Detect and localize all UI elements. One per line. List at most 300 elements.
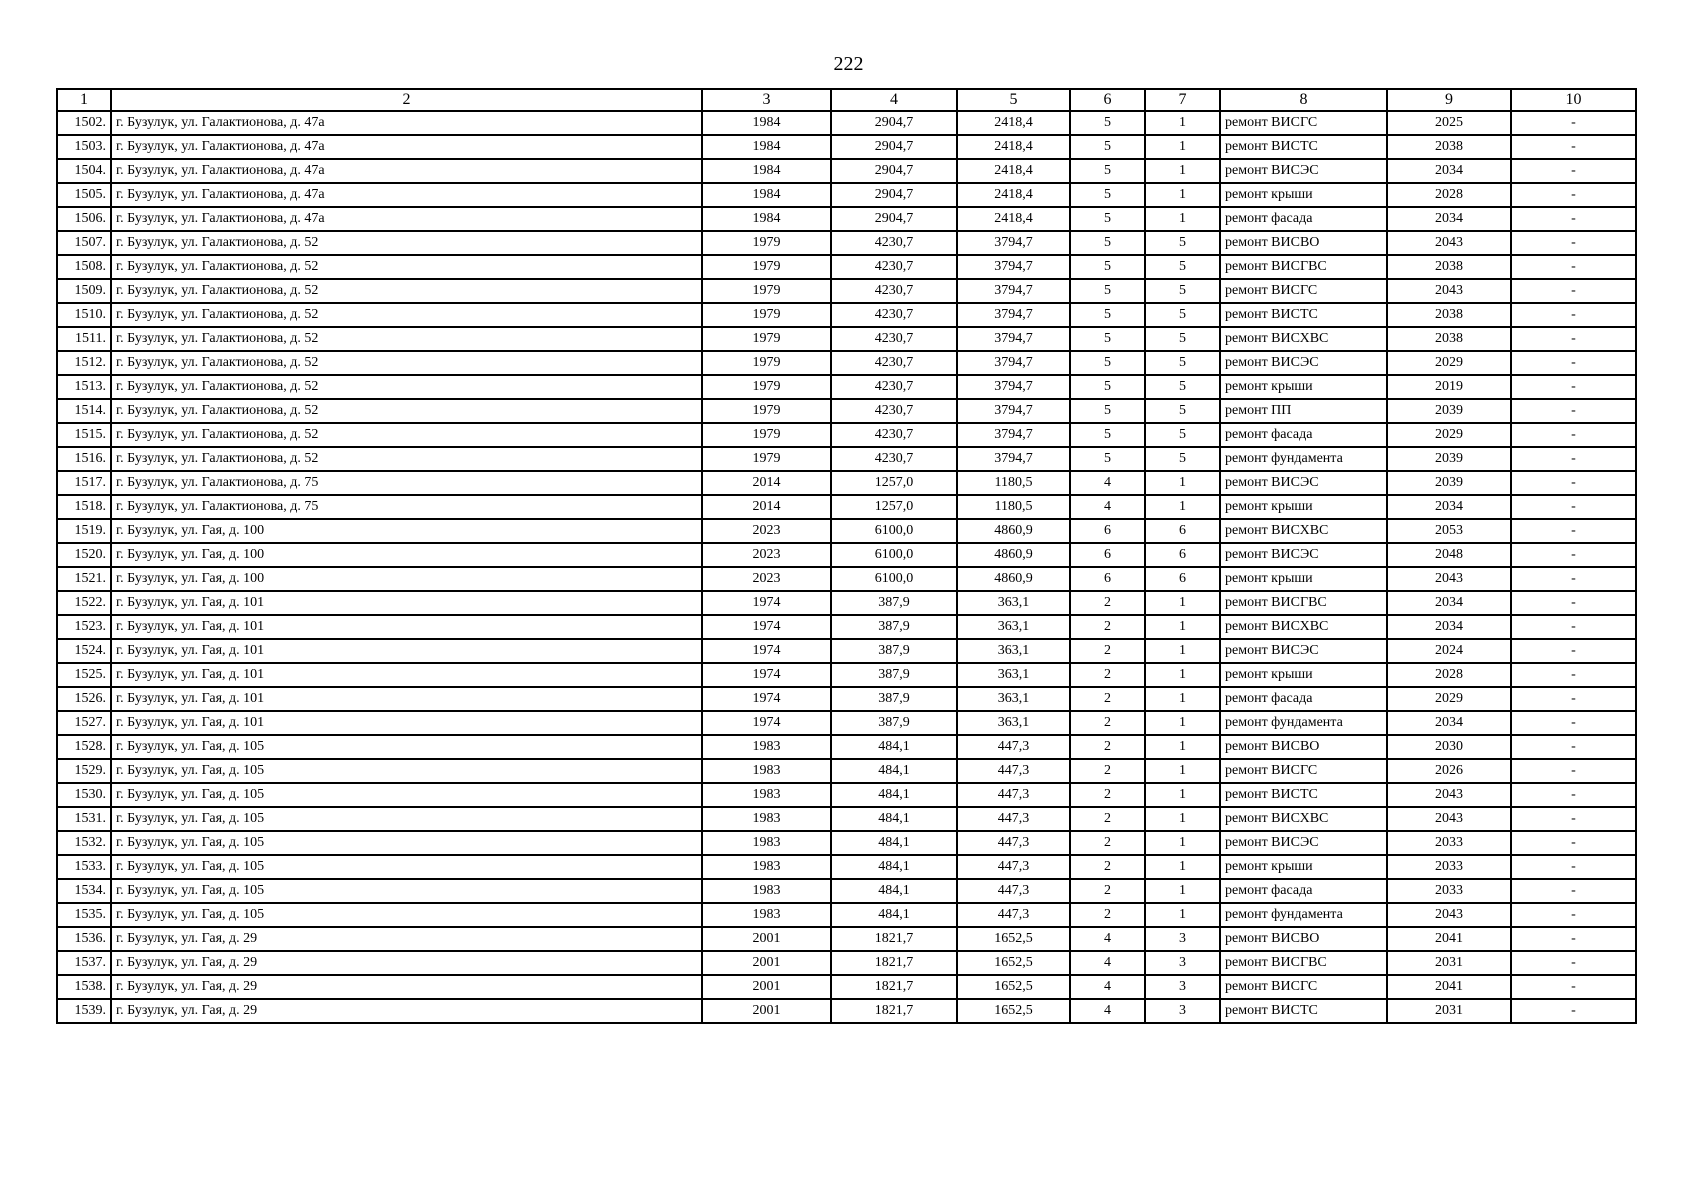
- living-area-cell: 447,3: [957, 903, 1070, 927]
- living-area-cell: 363,1: [957, 639, 1070, 663]
- work-type-cell: ремонт фундамента: [1220, 711, 1387, 735]
- table-row: [57, 831, 1636, 855]
- total-area-cell: 4230,7: [831, 423, 957, 447]
- floors-cell: 2: [1070, 759, 1145, 783]
- year-cell: 2001: [702, 951, 831, 975]
- planned-year-cell: 2019: [1387, 375, 1511, 399]
- table-row: [57, 495, 1636, 519]
- address-cell: г. Бузулук, ул. Галактионова, д. 52: [111, 447, 702, 471]
- row-number-cell: 1531.: [57, 807, 111, 831]
- total-area-cell: 4230,7: [831, 303, 957, 327]
- living-area-cell: 1652,5: [957, 951, 1070, 975]
- entrances-cell: 6: [1145, 519, 1220, 543]
- planned-year-cell: 2028: [1387, 183, 1511, 207]
- page-number: 222: [833, 53, 864, 75]
- address-cell: г. Бузулук, ул. Гая, д. 29: [111, 927, 702, 951]
- floors-cell: 2: [1070, 807, 1145, 831]
- living-area-cell: 3794,7: [957, 303, 1070, 327]
- total-area-cell: 387,9: [831, 615, 957, 639]
- floors-cell: 5: [1070, 279, 1145, 303]
- row-number-cell: 1536.: [57, 927, 111, 951]
- living-area-cell: 2418,4: [957, 111, 1070, 135]
- entrances-cell: 1: [1145, 615, 1220, 639]
- planned-year-cell: 2025: [1387, 111, 1511, 135]
- address-cell: г. Бузулук, ул. Галактионова, д. 75: [111, 495, 702, 519]
- work-type-cell: ремонт ВИСГС: [1220, 279, 1387, 303]
- floors-cell: 2: [1070, 591, 1145, 615]
- row-number-cell: 1529.: [57, 759, 111, 783]
- table-row: [57, 207, 1636, 231]
- work-type-cell: ремонт ВИСХВС: [1220, 519, 1387, 543]
- table-row: [57, 543, 1636, 567]
- planned-year-cell: 2053: [1387, 519, 1511, 543]
- floors-cell: 5: [1070, 423, 1145, 447]
- work-type-cell: ремонт фасада: [1220, 687, 1387, 711]
- total-area-cell: 1821,7: [831, 999, 957, 1023]
- row-number-cell: 1537.: [57, 951, 111, 975]
- living-area-cell: 3794,7: [957, 327, 1070, 351]
- year-cell: 1983: [702, 855, 831, 879]
- address-cell: г. Бузулук, ул. Гая, д. 105: [111, 807, 702, 831]
- note-cell: -: [1511, 543, 1636, 567]
- total-area-cell: 2904,7: [831, 159, 957, 183]
- table-row: [57, 639, 1636, 663]
- table-row: [57, 759, 1636, 783]
- year-cell: 1974: [702, 615, 831, 639]
- address-cell: г. Бузулук, ул. Гая, д. 101: [111, 663, 702, 687]
- floors-cell: 5: [1070, 159, 1145, 183]
- floors-cell: 5: [1070, 399, 1145, 423]
- work-type-cell: ремонт фасада: [1220, 207, 1387, 231]
- year-cell: 1983: [702, 903, 831, 927]
- row-number-cell: 1524.: [57, 639, 111, 663]
- work-type-cell: ремонт ВИСТС: [1220, 135, 1387, 159]
- planned-year-cell: 2048: [1387, 543, 1511, 567]
- address-cell: г. Бузулук, ул. Гая, д. 29: [111, 975, 702, 999]
- year-cell: 1983: [702, 735, 831, 759]
- entrances-cell: 3: [1145, 999, 1220, 1023]
- row-number-cell: 1510.: [57, 303, 111, 327]
- address-cell: г. Бузулук, ул. Гая, д. 101: [111, 615, 702, 639]
- address-cell: г. Бузулук, ул. Гая, д. 29: [111, 951, 702, 975]
- planned-year-cell: 2026: [1387, 759, 1511, 783]
- work-type-cell: ремонт фундамента: [1220, 447, 1387, 471]
- row-number-cell: 1509.: [57, 279, 111, 303]
- note-cell: -: [1511, 135, 1636, 159]
- table-row: [57, 279, 1636, 303]
- year-cell: 1984: [702, 111, 831, 135]
- work-type-cell: ремонт ВИСГС: [1220, 975, 1387, 999]
- living-area-cell: 447,3: [957, 879, 1070, 903]
- note-cell: -: [1511, 447, 1636, 471]
- total-area-cell: 484,1: [831, 831, 957, 855]
- floors-cell: 5: [1070, 135, 1145, 159]
- table-row: [57, 927, 1636, 951]
- address-cell: г. Бузулук, ул. Гая, д. 101: [111, 591, 702, 615]
- living-area-cell: 2418,4: [957, 207, 1070, 231]
- note-cell: -: [1511, 303, 1636, 327]
- note-cell: -: [1511, 951, 1636, 975]
- planned-year-cell: 2039: [1387, 471, 1511, 495]
- entrances-cell: 3: [1145, 927, 1220, 951]
- year-cell: 1983: [702, 879, 831, 903]
- total-area-cell: 2904,7: [831, 207, 957, 231]
- floors-cell: 4: [1070, 975, 1145, 999]
- note-cell: -: [1511, 423, 1636, 447]
- entrances-cell: 1: [1145, 135, 1220, 159]
- year-cell: 1979: [702, 231, 831, 255]
- total-area-cell: 484,1: [831, 783, 957, 807]
- table-row: [57, 471, 1636, 495]
- note-cell: -: [1511, 399, 1636, 423]
- table-row: [57, 567, 1636, 591]
- entrances-cell: 5: [1145, 375, 1220, 399]
- table-row: [57, 687, 1636, 711]
- table-row: [57, 783, 1636, 807]
- note-cell: -: [1511, 351, 1636, 375]
- total-area-cell: 1821,7: [831, 951, 957, 975]
- address-cell: г. Бузулук, ул. Галактионова, д. 52: [111, 279, 702, 303]
- work-type-cell: ремонт ВИСВО: [1220, 735, 1387, 759]
- work-type-cell: ремонт крыши: [1220, 567, 1387, 591]
- note-cell: -: [1511, 279, 1636, 303]
- floors-cell: 5: [1070, 183, 1145, 207]
- living-area-cell: 2418,4: [957, 159, 1070, 183]
- total-area-cell: 4230,7: [831, 327, 957, 351]
- table-row: [57, 879, 1636, 903]
- total-area-cell: 4230,7: [831, 375, 957, 399]
- year-cell: 2014: [702, 471, 831, 495]
- year-cell: 2001: [702, 999, 831, 1023]
- living-area-cell: 1180,5: [957, 471, 1070, 495]
- work-type-cell: ремонт ВИСТС: [1220, 999, 1387, 1023]
- planned-year-cell: 2034: [1387, 615, 1511, 639]
- year-cell: 1984: [702, 207, 831, 231]
- floors-cell: 2: [1070, 855, 1145, 879]
- entrances-cell: 1: [1145, 831, 1220, 855]
- column-header: 10: [1511, 89, 1636, 111]
- note-cell: -: [1511, 567, 1636, 591]
- floors-cell: 5: [1070, 375, 1145, 399]
- entrances-cell: 1: [1145, 663, 1220, 687]
- year-cell: 1979: [702, 447, 831, 471]
- note-cell: -: [1511, 759, 1636, 783]
- planned-year-cell: 2041: [1387, 975, 1511, 999]
- registry-body: [57, 111, 1636, 1023]
- column-header: 7: [1145, 89, 1220, 111]
- note-cell: -: [1511, 807, 1636, 831]
- row-number-cell: 1512.: [57, 351, 111, 375]
- entrances-cell: 1: [1145, 111, 1220, 135]
- floors-cell: 5: [1070, 231, 1145, 255]
- note-cell: -: [1511, 855, 1636, 879]
- table-row: [57, 615, 1636, 639]
- floors-cell: 5: [1070, 303, 1145, 327]
- note-cell: -: [1511, 111, 1636, 135]
- address-cell: г. Бузулук, ул. Галактионова, д. 47а: [111, 135, 702, 159]
- planned-year-cell: 2033: [1387, 879, 1511, 903]
- address-cell: г. Бузулук, ул. Гая, д. 105: [111, 879, 702, 903]
- planned-year-cell: 2043: [1387, 231, 1511, 255]
- column-header: 8: [1220, 89, 1387, 111]
- planned-year-cell: 2034: [1387, 711, 1511, 735]
- floors-cell: 2: [1070, 783, 1145, 807]
- floors-cell: 6: [1070, 567, 1145, 591]
- row-number-cell: 1532.: [57, 831, 111, 855]
- note-cell: -: [1511, 471, 1636, 495]
- note-cell: -: [1511, 831, 1636, 855]
- address-cell: г. Бузулук, ул. Галактионова, д. 75: [111, 471, 702, 495]
- address-cell: г. Бузулук, ул. Галактионова, д. 52: [111, 399, 702, 423]
- entrances-cell: 5: [1145, 231, 1220, 255]
- note-cell: -: [1511, 375, 1636, 399]
- entrances-cell: 1: [1145, 495, 1220, 519]
- planned-year-cell: 2031: [1387, 999, 1511, 1023]
- entrances-cell: 1: [1145, 903, 1220, 927]
- address-cell: г. Бузулук, ул. Гая, д. 29: [111, 999, 702, 1023]
- year-cell: 2023: [702, 519, 831, 543]
- address-cell: г. Бузулук, ул. Галактионова, д. 52: [111, 231, 702, 255]
- year-cell: 1984: [702, 159, 831, 183]
- address-cell: г. Бузулук, ул. Гая, д. 105: [111, 831, 702, 855]
- row-number-cell: 1519.: [57, 519, 111, 543]
- planned-year-cell: 2031: [1387, 951, 1511, 975]
- year-cell: 2023: [702, 567, 831, 591]
- total-area-cell: 387,9: [831, 591, 957, 615]
- total-area-cell: 1257,0: [831, 495, 957, 519]
- note-cell: -: [1511, 639, 1636, 663]
- entrances-cell: 1: [1145, 687, 1220, 711]
- living-area-cell: 447,3: [957, 831, 1070, 855]
- year-cell: 1979: [702, 351, 831, 375]
- column-header: 2: [111, 89, 702, 111]
- row-number-cell: 1534.: [57, 879, 111, 903]
- total-area-cell: 387,9: [831, 687, 957, 711]
- work-type-cell: ремонт ВИСХВС: [1220, 327, 1387, 351]
- row-number-cell: 1535.: [57, 903, 111, 927]
- floors-cell: 2: [1070, 879, 1145, 903]
- work-type-cell: ремонт крыши: [1220, 663, 1387, 687]
- year-cell: 1979: [702, 303, 831, 327]
- year-cell: 1984: [702, 183, 831, 207]
- floors-cell: 5: [1070, 327, 1145, 351]
- floors-cell: 4: [1070, 495, 1145, 519]
- note-cell: -: [1511, 615, 1636, 639]
- entrances-cell: 1: [1145, 759, 1220, 783]
- address-cell: г. Бузулук, ул. Гая, д. 100: [111, 543, 702, 567]
- living-area-cell: 2418,4: [957, 183, 1070, 207]
- floors-cell: 2: [1070, 639, 1145, 663]
- year-cell: 1983: [702, 807, 831, 831]
- row-number-cell: 1513.: [57, 375, 111, 399]
- column-header: 1: [57, 89, 111, 111]
- address-cell: г. Бузулук, ул. Гая, д. 100: [111, 567, 702, 591]
- living-area-cell: 2418,4: [957, 135, 1070, 159]
- work-type-cell: ремонт крыши: [1220, 375, 1387, 399]
- total-area-cell: 1257,0: [831, 471, 957, 495]
- planned-year-cell: 2038: [1387, 135, 1511, 159]
- address-cell: г. Бузулук, ул. Галактионова, д. 47а: [111, 159, 702, 183]
- row-number-cell: 1506.: [57, 207, 111, 231]
- address-cell: г. Бузулук, ул. Гая, д. 100: [111, 519, 702, 543]
- year-cell: 1974: [702, 591, 831, 615]
- work-type-cell: ремонт фасада: [1220, 879, 1387, 903]
- header-row: [57, 89, 1636, 111]
- year-cell: 2001: [702, 975, 831, 999]
- total-area-cell: 484,1: [831, 879, 957, 903]
- work-type-cell: ремонт ВИСГВС: [1220, 255, 1387, 279]
- work-type-cell: ремонт крыши: [1220, 183, 1387, 207]
- row-number-cell: 1511.: [57, 327, 111, 351]
- table-row: [57, 351, 1636, 375]
- planned-year-cell: 2034: [1387, 207, 1511, 231]
- note-cell: -: [1511, 999, 1636, 1023]
- living-area-cell: 447,3: [957, 807, 1070, 831]
- work-type-cell: ремонт ПП: [1220, 399, 1387, 423]
- living-area-cell: 3794,7: [957, 279, 1070, 303]
- planned-year-cell: 2029: [1387, 423, 1511, 447]
- planned-year-cell: 2034: [1387, 495, 1511, 519]
- entrances-cell: 3: [1145, 975, 1220, 999]
- work-type-cell: ремонт ВИСЭС: [1220, 159, 1387, 183]
- note-cell: -: [1511, 231, 1636, 255]
- work-type-cell: ремонт ВИСТС: [1220, 783, 1387, 807]
- row-number-cell: 1516.: [57, 447, 111, 471]
- table-row: [57, 975, 1636, 999]
- address-cell: г. Бузулук, ул. Галактионова, д. 52: [111, 351, 702, 375]
- total-area-cell: 4230,7: [831, 351, 957, 375]
- address-cell: г. Бузулук, ул. Галактионова, д. 52: [111, 375, 702, 399]
- living-area-cell: 363,1: [957, 663, 1070, 687]
- row-number-cell: 1539.: [57, 999, 111, 1023]
- column-header: 9: [1387, 89, 1511, 111]
- entrances-cell: 5: [1145, 327, 1220, 351]
- year-cell: 1983: [702, 783, 831, 807]
- year-cell: 1974: [702, 639, 831, 663]
- planned-year-cell: 2043: [1387, 783, 1511, 807]
- row-number-cell: 1515.: [57, 423, 111, 447]
- row-number-cell: 1522.: [57, 591, 111, 615]
- table-row: [57, 183, 1636, 207]
- work-type-cell: ремонт ВИСГС: [1220, 759, 1387, 783]
- work-type-cell: ремонт ВИСГВС: [1220, 951, 1387, 975]
- table-row: [57, 327, 1636, 351]
- table-row: [57, 231, 1636, 255]
- row-number-cell: 1525.: [57, 663, 111, 687]
- planned-year-cell: 2028: [1387, 663, 1511, 687]
- address-cell: г. Бузулук, ул. Гая, д. 101: [111, 687, 702, 711]
- note-cell: -: [1511, 207, 1636, 231]
- work-type-cell: ремонт фундамента: [1220, 903, 1387, 927]
- registry-table: [56, 88, 1637, 1024]
- floors-cell: 5: [1070, 111, 1145, 135]
- note-cell: -: [1511, 711, 1636, 735]
- row-number-cell: 1518.: [57, 495, 111, 519]
- work-type-cell: ремонт ВИСЭС: [1220, 543, 1387, 567]
- floors-cell: 4: [1070, 951, 1145, 975]
- total-area-cell: 1821,7: [831, 927, 957, 951]
- total-area-cell: 4230,7: [831, 447, 957, 471]
- table-row: [57, 735, 1636, 759]
- table-row: [57, 999, 1636, 1023]
- year-cell: 1974: [702, 663, 831, 687]
- entrances-cell: 1: [1145, 735, 1220, 759]
- floors-cell: 2: [1070, 735, 1145, 759]
- address-cell: г. Бузулук, ул. Гая, д. 101: [111, 639, 702, 663]
- column-header: 4: [831, 89, 957, 111]
- living-area-cell: 3794,7: [957, 399, 1070, 423]
- table-row: [57, 855, 1636, 879]
- year-cell: 1979: [702, 399, 831, 423]
- total-area-cell: 6100,0: [831, 543, 957, 567]
- row-number-cell: 1504.: [57, 159, 111, 183]
- total-area-cell: 1821,7: [831, 975, 957, 999]
- note-cell: -: [1511, 783, 1636, 807]
- living-area-cell: 4860,9: [957, 519, 1070, 543]
- entrances-cell: 5: [1145, 255, 1220, 279]
- planned-year-cell: 2034: [1387, 159, 1511, 183]
- total-area-cell: 484,1: [831, 735, 957, 759]
- note-cell: -: [1511, 879, 1636, 903]
- address-cell: г. Бузулук, ул. Гая, д. 105: [111, 903, 702, 927]
- row-number-cell: 1530.: [57, 783, 111, 807]
- row-number-cell: 1502.: [57, 111, 111, 135]
- living-area-cell: 363,1: [957, 687, 1070, 711]
- work-type-cell: ремонт ВИСТС: [1220, 303, 1387, 327]
- total-area-cell: 2904,7: [831, 183, 957, 207]
- note-cell: -: [1511, 927, 1636, 951]
- living-area-cell: 447,3: [957, 855, 1070, 879]
- living-area-cell: 447,3: [957, 759, 1070, 783]
- year-cell: 1979: [702, 327, 831, 351]
- entrances-cell: 6: [1145, 567, 1220, 591]
- address-cell: г. Бузулук, ул. Гая, д. 101: [111, 711, 702, 735]
- table-row: [57, 303, 1636, 327]
- row-number-cell: 1521.: [57, 567, 111, 591]
- planned-year-cell: 2041: [1387, 927, 1511, 951]
- note-cell: -: [1511, 159, 1636, 183]
- row-number-cell: 1528.: [57, 735, 111, 759]
- entrances-cell: 1: [1145, 159, 1220, 183]
- note-cell: -: [1511, 687, 1636, 711]
- living-area-cell: 3794,7: [957, 231, 1070, 255]
- total-area-cell: 387,9: [831, 711, 957, 735]
- total-area-cell: 6100,0: [831, 519, 957, 543]
- total-area-cell: 484,1: [831, 855, 957, 879]
- row-number-cell: 1514.: [57, 399, 111, 423]
- floors-cell: 2: [1070, 663, 1145, 687]
- living-area-cell: 447,3: [957, 735, 1070, 759]
- planned-year-cell: 2039: [1387, 447, 1511, 471]
- planned-year-cell: 2043: [1387, 903, 1511, 927]
- note-cell: -: [1511, 975, 1636, 999]
- entrances-cell: 5: [1145, 423, 1220, 447]
- row-number-cell: 1505.: [57, 183, 111, 207]
- living-area-cell: 363,1: [957, 711, 1070, 735]
- entrances-cell: 5: [1145, 399, 1220, 423]
- work-type-cell: ремонт ВИСХВС: [1220, 807, 1387, 831]
- table-row: [57, 135, 1636, 159]
- floors-cell: 2: [1070, 615, 1145, 639]
- floors-cell: 2: [1070, 831, 1145, 855]
- work-type-cell: ремонт ВИСВО: [1220, 927, 1387, 951]
- column-header: 5: [957, 89, 1070, 111]
- entrances-cell: 1: [1145, 807, 1220, 831]
- total-area-cell: 387,9: [831, 639, 957, 663]
- total-area-cell: 4230,7: [831, 279, 957, 303]
- entrances-cell: 1: [1145, 879, 1220, 903]
- work-type-cell: ремонт ВИСЭС: [1220, 351, 1387, 375]
